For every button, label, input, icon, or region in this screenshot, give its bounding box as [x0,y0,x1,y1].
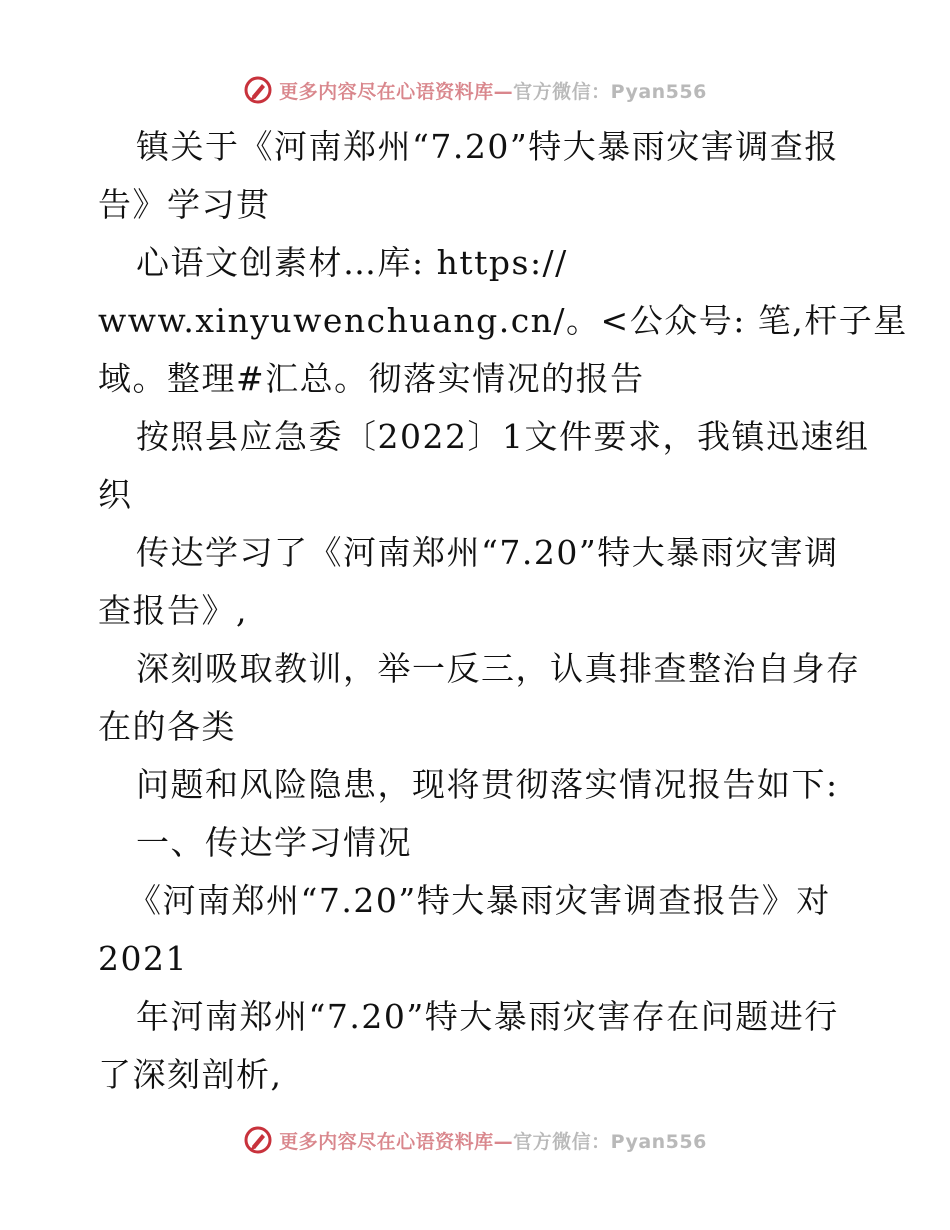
body-line: 《河南郑州“7.20”特大暴雨灾害调查报告》对 [128,881,831,920]
body-line: 查报告》, [98,591,248,630]
document-body [98,118,908,1104]
body-line: 深刻吸取教训，举一反三，认真排查整治自身存 [136,649,861,688]
body-line: 传达学习了《河南郑州“7.20”特大暴雨灾害调 [136,533,839,572]
body-line: 年河南郑州“7.20”特大暴雨灾害存在问题进行 [136,997,839,1036]
body-line: 按照县应急委〔2022〕1文件要求，我镇迅速组 [136,417,870,456]
footer-banner [0,1120,950,1160]
pen-logo-icon [243,1125,273,1155]
pen-logo-icon [243,75,273,105]
body-line: 域。整理#汇总。彻落实情况的报告 [98,359,645,398]
body-line: 织 [98,475,133,514]
header-wechat-text: 官方微信：Pyan556 [513,80,707,103]
header-banner-text [279,77,707,104]
body-line: 告》学习贯 [98,185,271,224]
body-line: www.xinyuwenchuang.cn/。<公众号: 笔,杆子星 [98,301,908,340]
body-line: 问题和风险隐患，现将贯彻落实情况报告如下: [136,765,839,804]
header-banner [0,70,950,110]
body-line: 2021 [98,939,188,978]
footer-banner-text [279,1127,707,1154]
footer-wechat-text: 官方微信：Pyan556 [513,1130,707,1153]
body-line: 在的各类 [98,707,236,746]
body-line: 镇关于《河南郑州“7.20”特大暴雨灾害调查报 [136,127,839,166]
section-heading: 一、传达学习情况 [136,823,412,862]
body-line: 了深刻剖析, [98,1055,283,1094]
body-line: 心语文创素材…库: https:// [136,243,568,282]
header-brand-text: 更多内容尽在心语资料库— [279,80,514,103]
footer-brand-text: 更多内容尽在心语资料库— [279,1130,514,1153]
